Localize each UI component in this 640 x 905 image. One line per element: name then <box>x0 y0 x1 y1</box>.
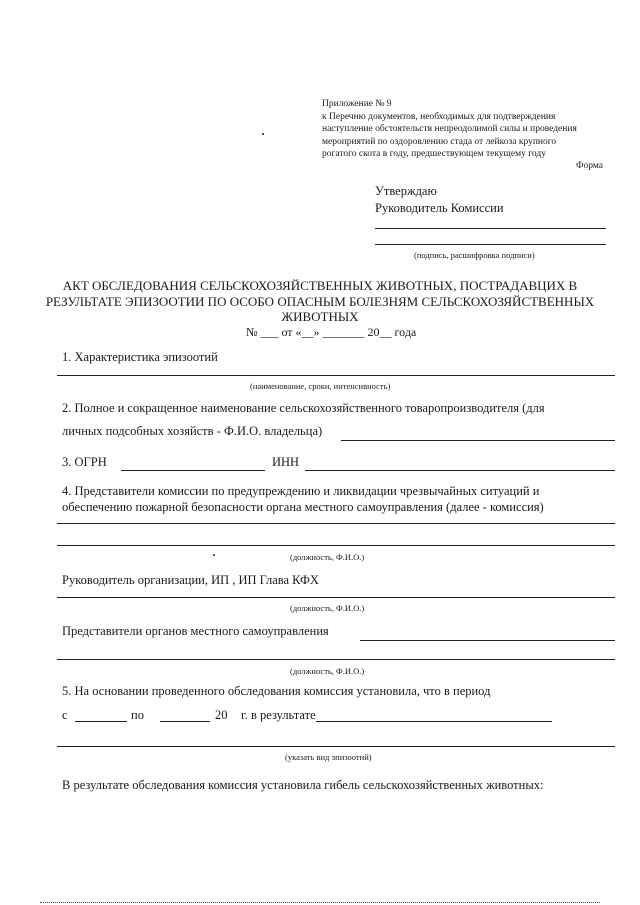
section-4-line-b <box>57 545 615 546</box>
inn-label: ИНН <box>272 455 300 469</box>
section-4-caption: (должность, Ф.И.О.) <box>290 552 365 562</box>
appendix-line-1: Приложение № 9 <box>322 99 392 109</box>
head-label: Руководитель организации, ИП , ИП Глава КФХ <box>62 573 319 587</box>
appendix-line-4: мероприятий по оздоровлению стада от лейкоза крупного <box>322 137 557 147</box>
to-date-line <box>160 721 210 722</box>
section-5-year-label: 20 <box>215 708 228 722</box>
doc-number-line: № ___ от «__» _______ 20__ года <box>246 325 417 339</box>
ogrn-label: 3. ОГРН <box>62 455 107 469</box>
from-date-line <box>75 721 127 722</box>
result-field-line <box>316 721 552 722</box>
section-4-line-1: 4. Представители комиссии по предупреждению и ликвидации чрезвычайных ситуаций и <box>62 484 540 498</box>
head-line <box>57 597 615 598</box>
section-2-line-1: 2. Полное и сокращенное наименование сельскохозяйственного товаропроизводителя (для <box>62 401 545 415</box>
final-statement: В результате обследования комиссия установила гибель сельскохозяйственных животных: <box>62 778 544 792</box>
appendix-line-2: к Перечню документов, необходимых для подтверждения <box>322 112 556 122</box>
scan-speck <box>213 554 215 556</box>
section-1-caption: (наименование, сроки, интенсивность) <box>250 381 391 391</box>
section-2-line-2: личных подсобных хозяйств - Ф.И.О. владельца) <box>62 424 323 438</box>
appendix-line-5: рогатого скота в году, предшествующем текущему году <box>322 149 546 159</box>
scan-edge-artifact <box>40 902 600 903</box>
signature-caption: (подпись, расшифровка подписи) <box>414 250 535 260</box>
section-5-line <box>57 746 615 747</box>
section-5-result-label: г. в результате <box>241 708 316 722</box>
appendix-line-3: наступление обстоятельств непреодолимой силы и проведения <box>322 124 577 134</box>
approval-line-2: Руководитель Комиссии <box>375 201 504 215</box>
doc-title-line-3: ЖИВОТНЫХ <box>281 309 359 324</box>
section-2-field-line <box>341 440 615 441</box>
form-label: Форма <box>576 161 604 171</box>
section-5-caption: (указать вид эпизоотий) <box>285 752 372 762</box>
doc-title-line-2: РЕЗУЛЬТАТЕ ЭПИЗООТИИ ПО ОСОБО ОПАСНЫМ БОЛЕЗНЯМ СЕЛЬСКОХОЗЯЙСТВЕННЫХ <box>45 294 595 309</box>
section-1-label: 1. Характеристика эпизоотий <box>62 350 218 364</box>
section-5-to-label: по <box>131 708 144 722</box>
inn-field-line <box>305 470 615 471</box>
approval-line-1: Утверждаю <box>375 184 437 198</box>
signature-line-1 <box>375 228 606 229</box>
local-line <box>57 659 615 660</box>
local-field-line <box>360 640 615 641</box>
ogrn-field-line <box>121 470 265 471</box>
section-4-line-a <box>57 523 615 524</box>
section-4-line-2: обеспечению пожарной безопасности органа местного самоуправления (далее - комиссия) <box>62 500 544 514</box>
doc-title-line-1: АКТ ОБСЛЕДОВАНИЯ СЕЛЬСКОХОЗЯЙСТВЕННЫХ ЖИВОТНЫХ, ПОСТРАДАВЦИХ В <box>62 278 578 293</box>
section-5-line-1: 5. На основании проведенного обследования комиссия установила, что в период <box>62 684 491 698</box>
scan-speck <box>262 133 264 135</box>
signature-line-2 <box>375 244 606 245</box>
section-5-from-label: с <box>62 708 68 722</box>
local-label: Представители органов местного самоуправления <box>62 624 329 638</box>
local-caption: (должность, Ф.И.О.) <box>290 666 365 676</box>
head-caption: (должность, Ф.И.О.) <box>290 603 365 613</box>
section-1-line <box>57 375 615 376</box>
